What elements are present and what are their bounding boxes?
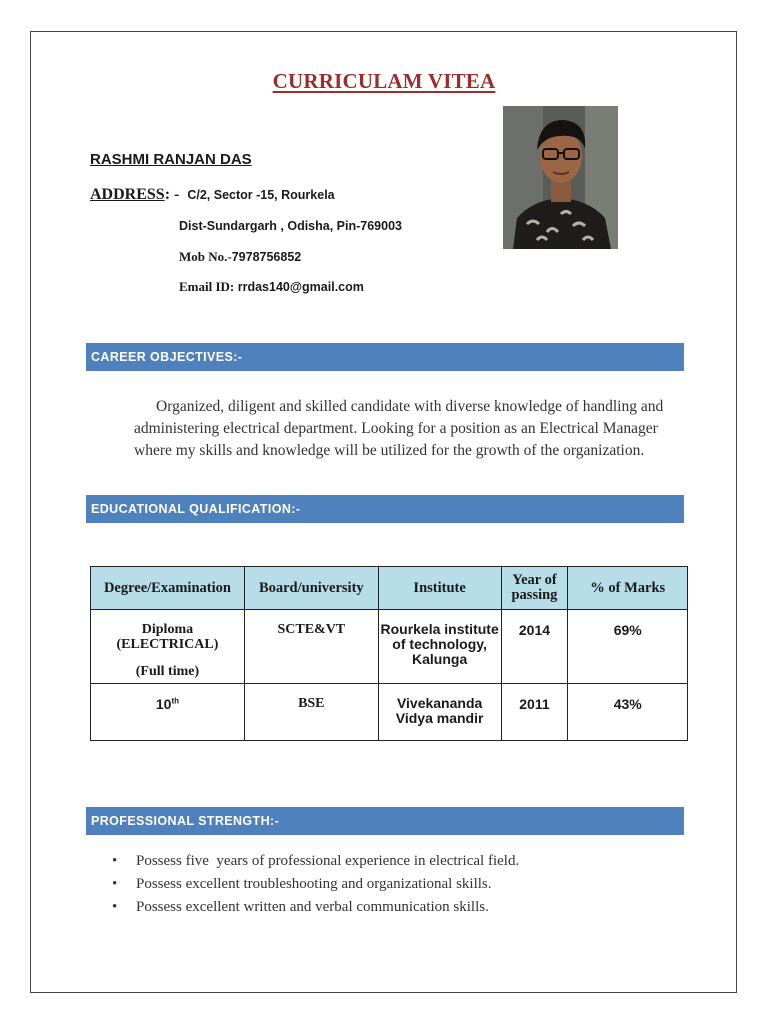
career-objective-body: Organized, diligent and skilled candidate with diverse knowledge of handling and administering electrical department. Looking for a position as an Electrical Manager where my skills and knowledge will be utilized for the growth of the organization. (134, 398, 664, 459)
mobile-value: 7978756852 (231, 250, 302, 264)
education-table (90, 566, 688, 741)
board-cell: SCTE&VT (244, 610, 378, 684)
degree-line3: (Full time) (135, 664, 200, 679)
header-year: Year of passing (501, 567, 568, 610)
table-row (91, 610, 688, 684)
board-cell: BSE (244, 684, 378, 741)
header-board: Board/university (244, 567, 378, 610)
table-row (91, 684, 688, 741)
bullet-icon: • (112, 853, 118, 869)
profile-photo (503, 106, 618, 249)
degree-cell (91, 610, 245, 684)
address-label-suffix: : - (164, 186, 180, 203)
institute-cell: Vivekananda Vidya mandir (378, 684, 501, 741)
degree-line2: (ELECTRICAL) (116, 637, 219, 652)
marks-cell: 43% (568, 684, 688, 741)
degree-sup: th (171, 696, 179, 706)
mobile-row (179, 249, 301, 265)
career-objectives-heading: CAREER OBJECTIVES:- (86, 343, 684, 371)
degree-line1: Diploma (141, 622, 194, 637)
header-institute: Institute (378, 567, 501, 610)
document-title: CURRICULAM VITEA (272, 69, 496, 93)
profile-photo-illustration (503, 106, 618, 249)
institute-cell: Rourkela institute of technology, Kalunga (378, 610, 501, 684)
address-line2: Dist-Sundargarh , Odisha, Pin-769003 (179, 219, 402, 233)
candidate-name: RASHMI RANJAN DAS (90, 151, 252, 168)
email-row (179, 279, 364, 295)
bullet-icon: • (112, 899, 118, 915)
address-label-row (90, 186, 335, 204)
year-cell: 2011 (501, 684, 568, 741)
strengths-list (112, 850, 519, 919)
educational-qualification-heading: EDUCATIONAL QUALIFICATION:- (86, 495, 684, 523)
strength-text: Possess excellent troubleshooting and organizational skills. (136, 876, 492, 892)
education-table-header (91, 567, 688, 610)
degree-base: 10 (155, 696, 172, 712)
strength-text: Possess excellent written and verbal communication skills. (136, 899, 489, 915)
header-degree: Degree/Examination (91, 567, 245, 610)
email-value: rrdas140@gmail.com (237, 280, 364, 294)
header-marks: % of Marks (568, 567, 688, 610)
address-line1: C/2, Sector -15, Rourkela (187, 188, 335, 202)
professional-strength-heading: PROFESSIONAL STRENGTH:- (86, 807, 684, 835)
career-objective-text (134, 396, 674, 462)
year-cell: 2014 (501, 610, 568, 684)
address-label: ADDRESS (90, 186, 165, 203)
degree-cell (91, 684, 245, 741)
email-label: Email ID: (179, 279, 235, 294)
list-item (112, 896, 519, 919)
list-item (112, 873, 519, 896)
marks-cell: 69% (568, 610, 688, 684)
mobile-label: Mob No.- (179, 249, 232, 264)
strength-text: Possess five years of professional experience in electrical field. (136, 853, 520, 869)
list-item (112, 850, 519, 873)
bullet-icon: • (112, 876, 118, 892)
